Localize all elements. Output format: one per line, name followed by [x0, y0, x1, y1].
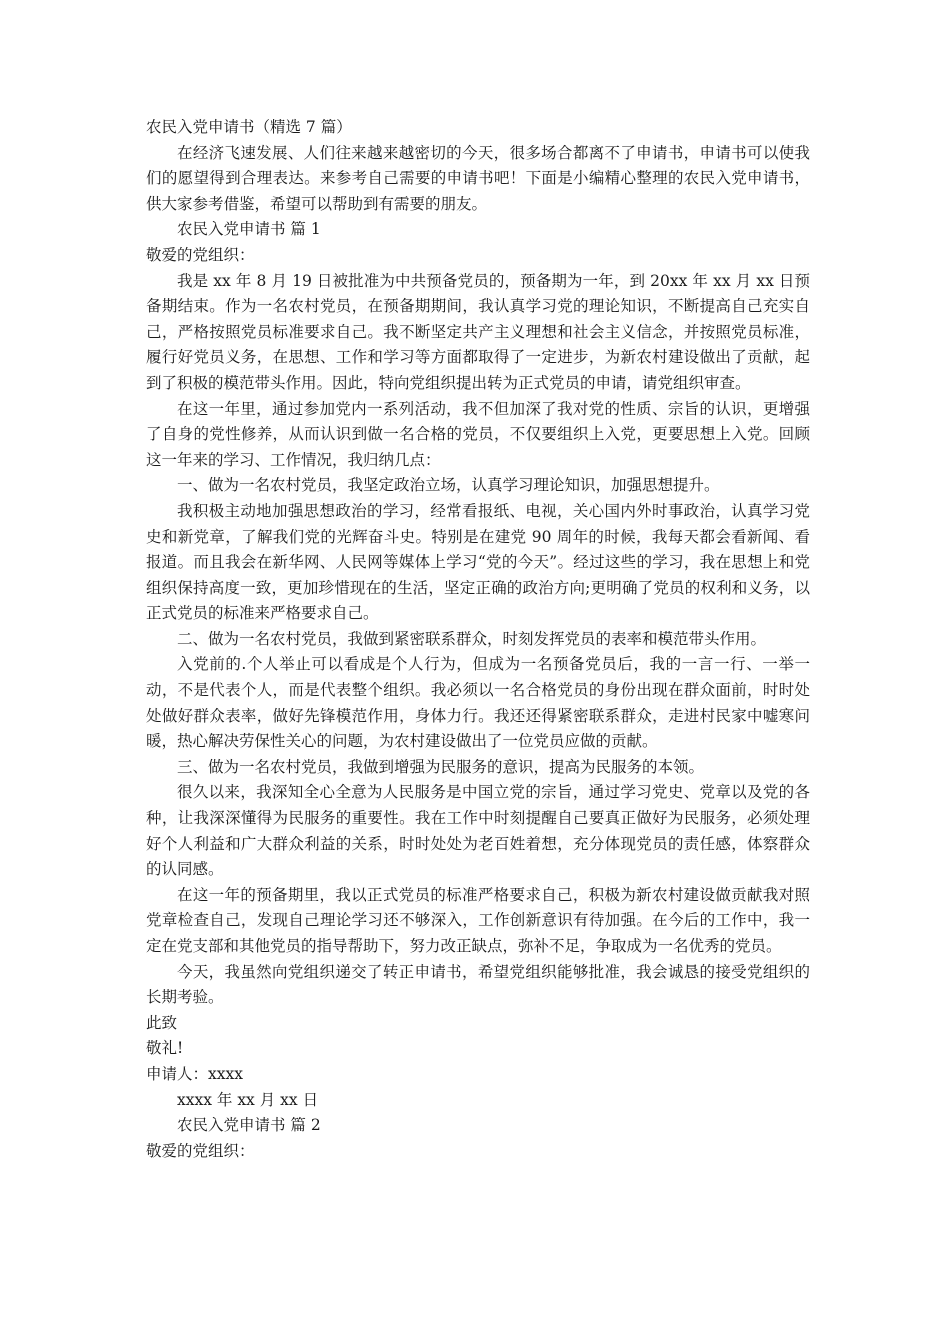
body-paragraph-5: 很久以来，我深知全心全意为人民服务是中国立党的宗旨，通过学习党史、党章以及党的各种，让我深深懂得为民服务的重要性。我在工作中时刻提醒自己要真正做好为民服务，必须处理好个人利益和广大群众利益的关系，时时处处为老百姓着想，充分体现党员的责任感，体察群众的认同感。: [146, 783, 810, 879]
body-paragraph-2: 在这一年里，通过参加党内一系列活动，我不但加深了我对党的性质、宗旨的认识，更增强了自身的党性修养，从而认识到做一名合格的党员，不仅要组织上入党，更要思想上入党。回顾这一年来的学习、工作情况，我归纳几点：: [146, 399, 810, 469]
signature-date: xxxx 年 xx 月 xx 日: [177, 1090, 319, 1109]
body-paragraph-3: 我积极主动地加强思想政治的学习，经常看报纸、电视，关心国内外时事政治，认真学习党史和新党章，了解我们党的光辉奋斗史。特别是在建党 90 周年的时候，我每天都会看新闻、看报道。而且我会在新华网、人民网等媒体上学习“党的今天”。经过这些的学习，我在思想上和党组织保持高度一致，更加珍惜现在的生活，坚定正确的政治方向;更明确了党员的权利和义务，以正式党员的标准来严格要求自己。: [146, 501, 810, 623]
body-paragraph-4: 入党前的.个人举止可以看成是个人行为，但成为一名预备党员后，我的一言一行、一举一动，不是代表个人，而是代表整个组织。我必须以一名合格党员的身份出现在群众面前，时时处处做好群众表率，做好先锋模范作用，身体力行。我还还得紧密联系群众，走进村民家中嘘寒问暖，热心解决劳保性关心的问题，为农村建设做出了一位党员应做的贡献。: [146, 655, 810, 751]
closing-line-1: 此致: [146, 1013, 178, 1032]
section-heading-1: 农民入党申请书 篇 1: [177, 220, 321, 239]
section-heading-2: 农民入党申请书 篇 2: [177, 1116, 321, 1135]
applicant-signature: 申请人：xxxx: [146, 1064, 243, 1083]
point-heading-1: 一、做为一名农村党员，我坚定政治立场，认真学习理论知识，加强思想提升。: [177, 476, 720, 495]
document-title: 农民入党申请书（精选 7 篇）: [146, 118, 352, 136]
point-heading-2: 二、做为一名农村党员，我做到紧密联系群众，时刻发挥党员的表率和模范带头作用。: [177, 629, 767, 648]
body-paragraph-7: 今天，我虽然向党组织递交了转正申请书，希望党组织能够批准，我会诚恳的接受党组织的长期考验。: [146, 962, 810, 1007]
body-paragraph-1: 我是 xx 年 8 月 19 日被批准为中共预备党员的，预备期为一年，到 20xx 年 xx 月 xx 日预备期结束。作为一名农村党员，在预备期期间，我认真学习党的理论知识，不断提高自己充实自己，严格按照党员标准要求自己。我不断坚定共产主义理想和社会主义信念，并按照党员标准，履行好党员义务，在思想、工作和学习等方面都取得了一定进步，为新农村建设做出了贡献，起到了积极的模范带头作用。因此，特向党组织提出转为正式党员的申请，请党组织审查。: [146, 271, 810, 392]
point-heading-3: 三、做为一名农村党员，我做到增强为民服务的意识，提高为民服务的本领。: [177, 757, 705, 776]
closing-line-2: 敬礼!: [146, 1039, 184, 1058]
intro-paragraph: 在经济飞速发展、人们往来越来越密切的今天，很多场合都离不了申请书，申请书可以使我们的愿望得到合理表达。来参考自己需要的申请书吧！下面是小编精心整理的农民入党申请书，供大家参考借鉴，希望可以帮助到有需要的朋友。: [146, 143, 810, 213]
salutation-1: 敬爱的党组织：: [146, 245, 255, 264]
document-page: [146, 115, 810, 1164]
body-paragraph-6: 在这一年的预备期里，我以正式党员的标准严格要求自己，积极为新农村建设做贡献我对照党章检查自己，发现自己理论学习还不够深入，工作创新意识有待加强。在今后的工作中，我一定在党支部和其他党员的指导帮助下，努力改正缺点，弥补不足，争取成为一名优秀的党员。: [146, 885, 810, 955]
salutation-2: 敬爱的党组织：: [146, 1141, 255, 1160]
